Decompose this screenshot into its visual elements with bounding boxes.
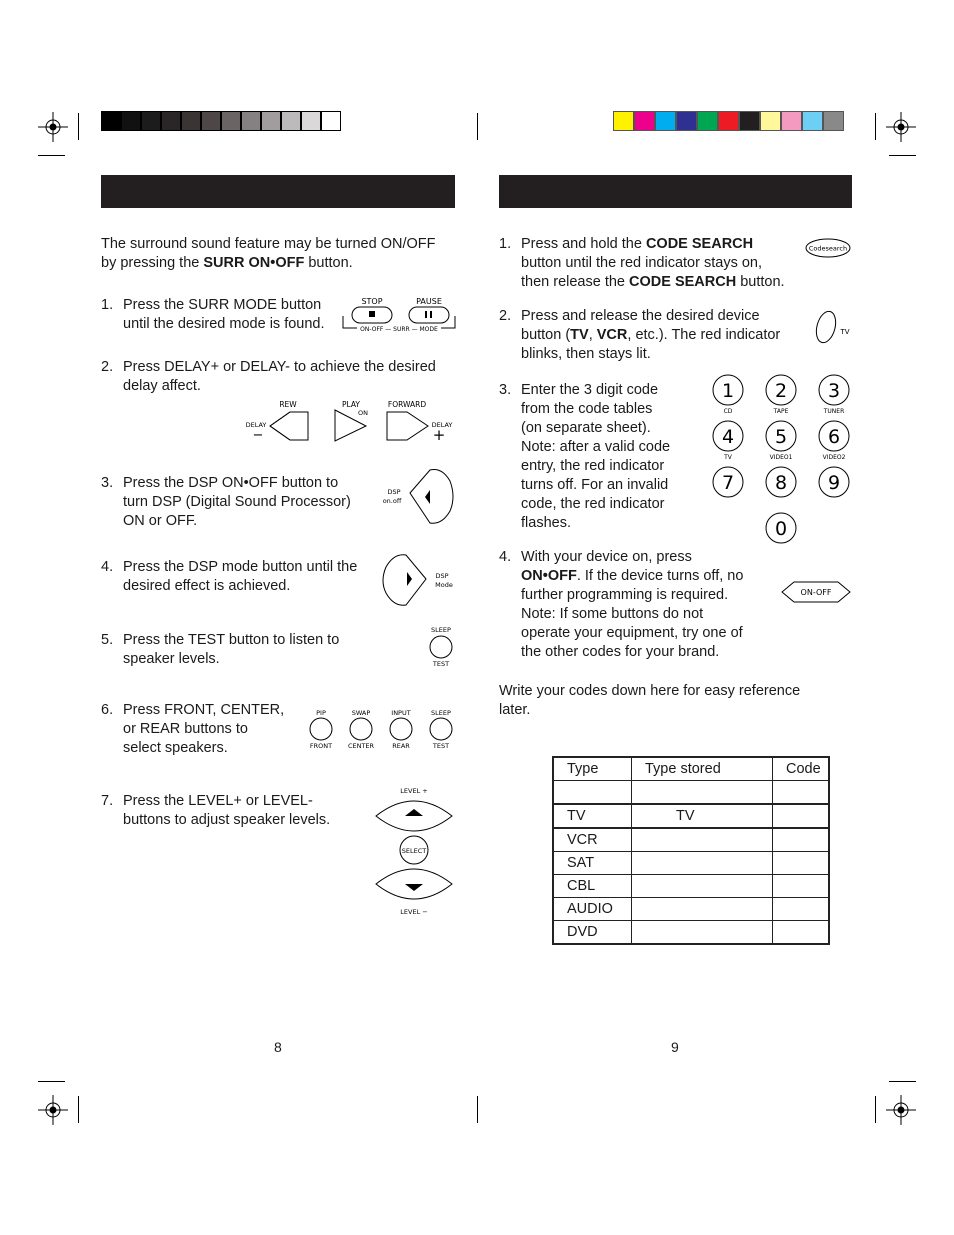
right-section-header-bar bbox=[499, 175, 852, 208]
right-step-4: 4. With your device on, press ON•OFF. If the device turns off, no further programming is required. Note: If some buttons do not operate your equipment, try one of the other codes for your brand. bbox=[499, 549, 744, 660]
crop-mark bbox=[477, 113, 478, 140]
color-swatch bbox=[613, 111, 634, 131]
test-button bbox=[430, 636, 452, 658]
dsp-mode-button-illustration bbox=[378, 547, 458, 613]
speaker-select-buttons-illustration bbox=[300, 704, 460, 752]
digit-key-label: 0 bbox=[774, 518, 788, 540]
stop-label: STOP bbox=[361, 297, 383, 306]
svg-text:SWAP: SWAP bbox=[351, 709, 371, 717]
tv-button bbox=[813, 309, 839, 345]
crop-mark bbox=[875, 1096, 876, 1123]
registration-mark-bottom-right bbox=[886, 1095, 916, 1125]
color-swatch bbox=[655, 111, 676, 131]
gray-swatch bbox=[281, 111, 301, 131]
gray-swatch bbox=[301, 111, 321, 131]
left-step-2: 2. Press DELAY+ or DELAY- to achieve the desired delay affect. bbox=[101, 359, 436, 394]
table-header-row bbox=[553, 757, 829, 781]
header-code: Code bbox=[773, 757, 830, 781]
color-swatch bbox=[718, 111, 739, 131]
digit-key-label: 8 bbox=[774, 472, 788, 494]
svg-text:DSP: DSP bbox=[387, 488, 401, 496]
svg-text:TV: TV bbox=[840, 328, 850, 336]
gray-swatch bbox=[141, 111, 161, 131]
header-type-stored: Type stored bbox=[632, 757, 773, 781]
left-step-1: 1. Press the SURR MODE button until the desired mode is found. bbox=[101, 297, 325, 332]
center-button bbox=[350, 718, 372, 740]
svg-text:DELAY: DELAY bbox=[245, 421, 267, 429]
left-step-6: 6. Press FRONT, CENTER, or REAR buttons to select speakers. bbox=[101, 702, 285, 756]
table-row: DVD bbox=[553, 921, 829, 945]
dsp-mode-button bbox=[383, 555, 426, 606]
svg-text:REAR: REAR bbox=[392, 742, 410, 750]
color-swatch bbox=[802, 111, 823, 131]
digit-key-label: 5 bbox=[774, 426, 788, 448]
svg-text:LEVEL +: LEVEL + bbox=[400, 787, 428, 795]
color-swatch bbox=[697, 111, 718, 131]
digit-key-source-label: CD bbox=[723, 408, 733, 415]
svg-text:FORWARD: FORWARD bbox=[387, 400, 427, 409]
tv-button-illustration bbox=[812, 308, 856, 346]
crop-mark bbox=[38, 1081, 65, 1082]
color-swatch bbox=[676, 111, 697, 131]
svg-text:REW: REW bbox=[279, 400, 297, 409]
digit-key-label: 3 bbox=[827, 380, 841, 402]
table-spacer-row bbox=[553, 781, 829, 805]
on-off-surr-mode-label: ON-OFF — SURR — MODE bbox=[360, 326, 438, 333]
svg-text:PIP: PIP bbox=[316, 709, 326, 717]
dsp-onoff-button-illustration bbox=[378, 463, 458, 531]
transport-buttons-illustration bbox=[240, 396, 460, 444]
front-button bbox=[310, 718, 332, 740]
pause-label: PAUSE bbox=[416, 297, 442, 306]
svg-text:Codesearch: Codesearch bbox=[808, 244, 848, 253]
svg-text:TEST: TEST bbox=[432, 742, 450, 750]
gray-swatch bbox=[201, 111, 221, 131]
surr-mode-buttons-illustration bbox=[338, 294, 460, 334]
color-swatch bbox=[760, 111, 781, 131]
gray-swatch bbox=[221, 111, 241, 131]
svg-text:INPUT: INPUT bbox=[391, 709, 411, 717]
intro-text bbox=[101, 235, 461, 273]
digit-key-source-label: TAPE bbox=[773, 408, 789, 415]
forward-button bbox=[387, 412, 428, 440]
svg-text:DELAY: DELAY bbox=[431, 421, 453, 429]
right-step-2: 2. Press and release the desired device button (TV, VCR, etc.). The red indicator blinks, then stays lit. bbox=[499, 308, 781, 362]
intro-line: by pressing the SURR ON•OFF button. bbox=[101, 255, 353, 271]
registration-mark-top-left bbox=[38, 112, 68, 142]
digit-key-label: 2 bbox=[774, 380, 788, 402]
svg-text:LEVEL −: LEVEL − bbox=[400, 908, 428, 916]
pause-button bbox=[409, 307, 449, 323]
digit-key-label: 9 bbox=[827, 472, 841, 494]
digit-key-source-label: VIDEO2 bbox=[822, 454, 846, 461]
svg-text:SELECT: SELECT bbox=[401, 847, 427, 855]
codesearch-button-illustration bbox=[803, 236, 853, 260]
table-row: AUDIO bbox=[553, 898, 829, 921]
gray-swatch bbox=[121, 111, 141, 131]
table-row: SAT bbox=[553, 852, 829, 875]
svg-text:SLEEP: SLEEP bbox=[431, 709, 451, 717]
color-swatch bbox=[739, 111, 760, 131]
digit-key-label: 6 bbox=[827, 426, 841, 448]
intro-line: The surround sound feature may be turned ON/OFF bbox=[101, 236, 436, 252]
crop-mark bbox=[889, 155, 916, 156]
svg-text:DSP: DSP bbox=[435, 572, 449, 580]
numeric-keypad-illustration bbox=[705, 372, 855, 550]
digit-key-label: 1 bbox=[721, 380, 735, 402]
dsp-onoff-button bbox=[410, 469, 453, 523]
registration-mark-top-right bbox=[886, 112, 916, 142]
code-reference-table bbox=[552, 756, 830, 945]
rear-button bbox=[390, 718, 412, 740]
gray-swatch bbox=[101, 111, 121, 131]
svg-text:ON: ON bbox=[358, 409, 368, 417]
gray-swatch bbox=[161, 111, 181, 131]
page-number-right: 9 bbox=[671, 1039, 679, 1055]
rew-button bbox=[270, 412, 308, 440]
digit-key-label: 4 bbox=[721, 426, 735, 448]
crop-mark bbox=[78, 113, 79, 140]
test-button bbox=[430, 718, 452, 740]
right-step-1: 1. Press and hold the CODE SEARCH button until the red indicator stays on, then release the CODE SEARCH button. bbox=[499, 236, 785, 290]
digit-key-source-label: TUNER bbox=[823, 408, 845, 415]
table-row: TV TV bbox=[553, 804, 829, 828]
svg-text:+: + bbox=[432, 426, 446, 444]
svg-text:Mode: Mode bbox=[435, 581, 453, 589]
left-section-header-bar bbox=[101, 175, 455, 208]
digit-key-source-label: VIDEO1 bbox=[769, 454, 793, 461]
svg-text:TEST: TEST bbox=[432, 660, 450, 668]
header-type: Type bbox=[553, 757, 632, 781]
sleep-test-button-illustration bbox=[424, 624, 458, 670]
gray-swatch bbox=[241, 111, 261, 131]
table-row: CBL bbox=[553, 875, 829, 898]
color-swatch bbox=[823, 111, 844, 131]
level-select-buttons-illustration bbox=[370, 784, 460, 918]
digit-key-label: 7 bbox=[721, 472, 735, 494]
crop-mark bbox=[875, 113, 876, 140]
left-step-3: 3. Press the DSP ON•OFF button to turn DSP (Digital Sound Processor) ON or OFF. bbox=[101, 475, 351, 529]
right-step-3: 3. Enter the 3 digit code from the code tables (on separate sheet). Note: after a valid code entry, the red indicator turns off. For an invalid code, the red indicator flashes. bbox=[499, 382, 671, 531]
svg-text:on.off: on.off bbox=[382, 497, 402, 505]
registration-mark-bottom-left bbox=[38, 1095, 68, 1125]
table-row: VCR bbox=[553, 828, 829, 852]
gray-swatch bbox=[181, 111, 201, 131]
crop-mark bbox=[477, 1096, 478, 1123]
left-step-5: 5. Press the TEST button to listen to speaker levels. bbox=[101, 632, 340, 667]
crop-mark bbox=[38, 155, 65, 156]
svg-text:PLAY: PLAY bbox=[341, 400, 361, 409]
svg-text:ON-OFF: ON-OFF bbox=[800, 588, 832, 597]
svg-text:FRONT: FRONT bbox=[309, 742, 333, 750]
page-number-left: 8 bbox=[274, 1039, 282, 1055]
svg-text:SLEEP: SLEEP bbox=[431, 626, 451, 634]
left-step-4: 4. Press the DSP mode button until the desired effect is achieved. bbox=[101, 559, 358, 594]
color-swatch bbox=[781, 111, 802, 131]
on-off-button-illustration bbox=[778, 576, 854, 608]
crop-mark bbox=[78, 1096, 79, 1123]
write-codes-text: Write your codes down here for easy reference later. bbox=[499, 683, 801, 718]
digit-key-source-label: TV bbox=[724, 454, 732, 461]
gray-swatch bbox=[321, 111, 341, 131]
svg-text:−: − bbox=[252, 428, 264, 443]
gray-swatch bbox=[261, 111, 281, 131]
crop-mark bbox=[889, 1081, 916, 1082]
color-swatch bbox=[634, 111, 655, 131]
svg-text:CENTER: CENTER bbox=[347, 742, 375, 750]
left-step-7: 7. Press the LEVEL+ or LEVEL- buttons to adjust speaker levels. bbox=[101, 793, 331, 828]
